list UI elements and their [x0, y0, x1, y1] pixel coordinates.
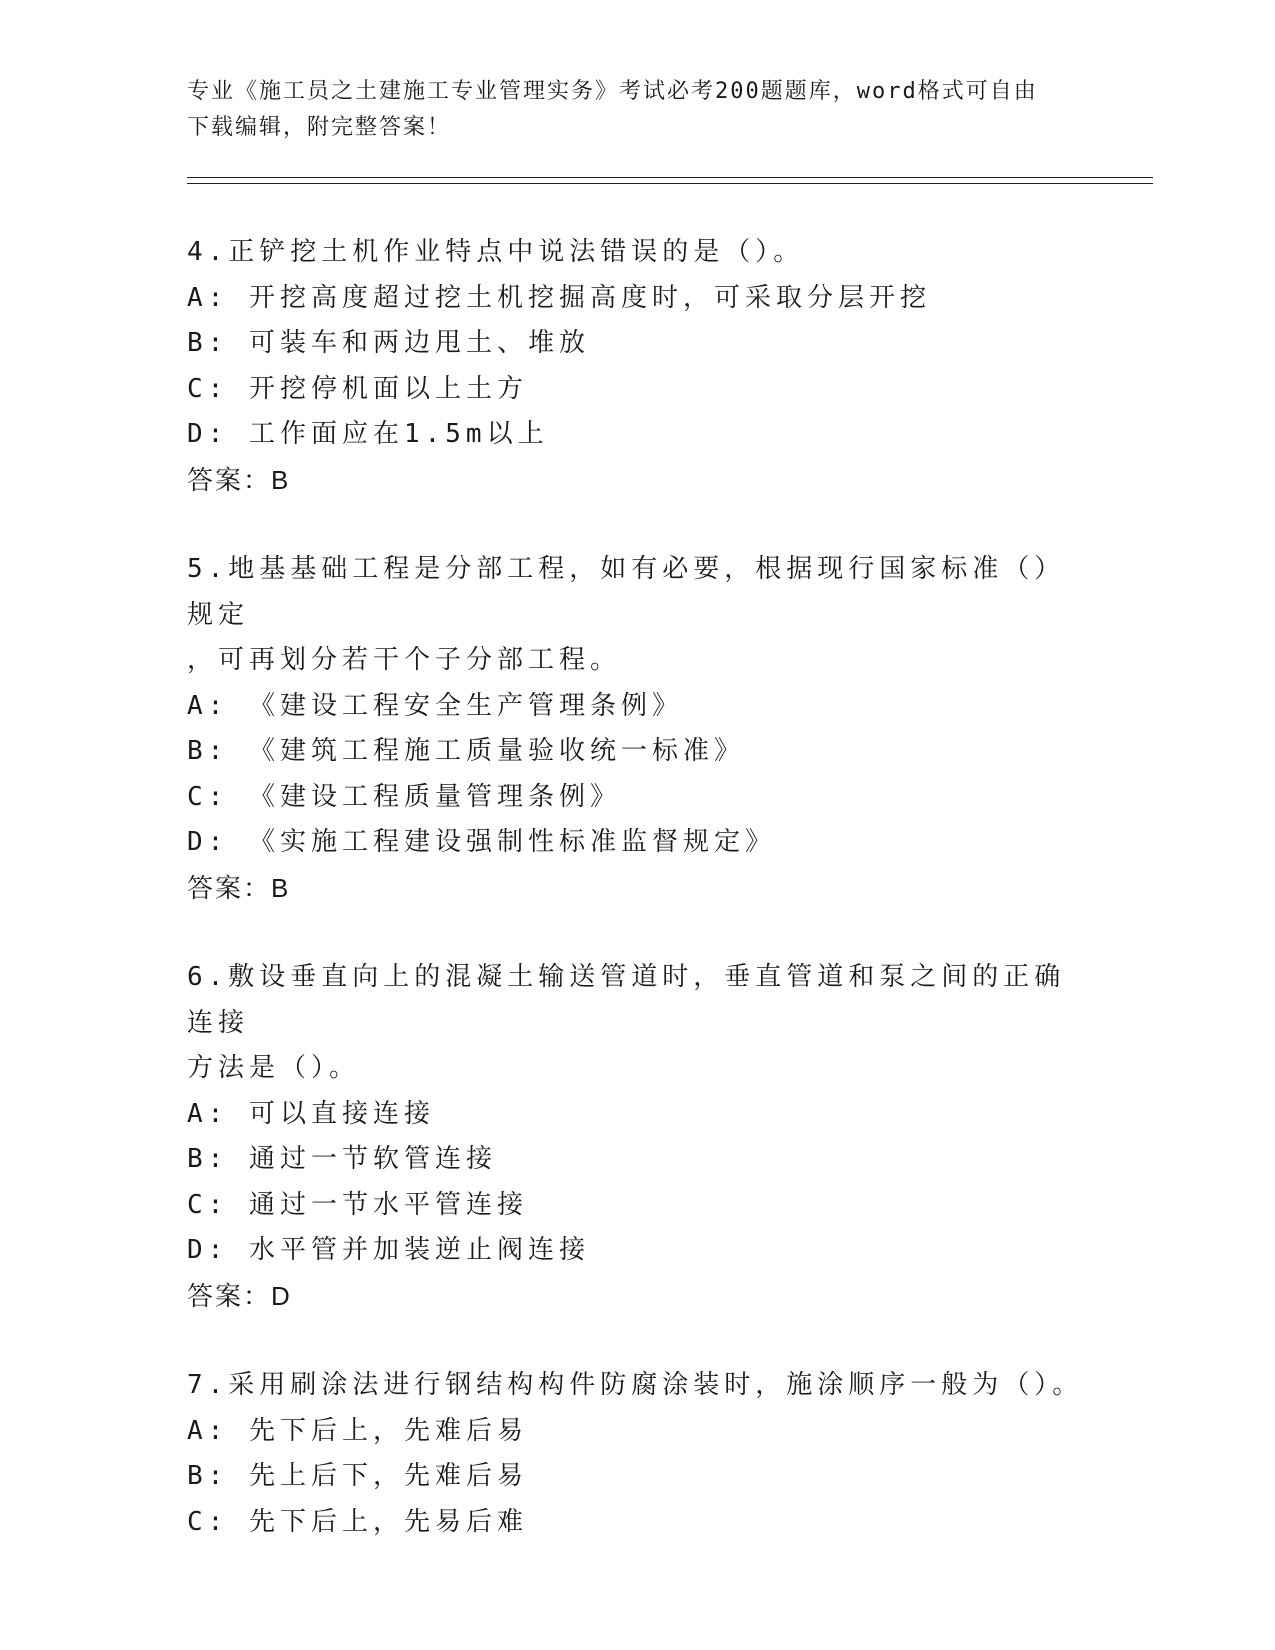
option-c: C: 先下后上，先易后难 [187, 1506, 528, 1537]
option-b: B: 先上后下，先难后易 [187, 1461, 528, 1491]
option-b: B: 《建筑工程施工质量验收统一标准》 [187, 736, 745, 766]
question-5 [187, 547, 1087, 911]
question-4 [187, 230, 1087, 503]
option-d: D: 工作面应在1.5m以上 [187, 419, 549, 449]
question-stem: 5.地基基础工程是分部工程，如有必要，根据现行国家标准（）规定 [187, 554, 1066, 630]
answer-line: 答案：B [187, 464, 291, 495]
option-a: A: 可以直接连接 [187, 1098, 435, 1129]
question-stem-continued: 方法是（）。 [187, 1053, 361, 1083]
question-stem: 6.敷设垂直向上的混凝土输送管道时，垂直管道和泵之间的正确连接 [187, 962, 1066, 1038]
option-b: B: 可装车和两边甩土、堆放 [187, 328, 590, 358]
option-a: A: 《建设工程安全生产管理条例》 [187, 690, 683, 721]
option-d: D: 水平管并加装逆止阀连接 [187, 1235, 590, 1265]
question-7 [187, 1363, 1087, 1545]
option-c: C: 开挖停机面以上土方 [187, 373, 528, 404]
question-stem: 4.正铲挖土机作业特点中说法错误的是（）。 [187, 237, 805, 267]
question-stem-continued: ，可再划分若干个子分部工程。 [187, 645, 622, 675]
option-a: A: 开挖高度超过挖土机挖掘高度时，可采取分层开挖 [187, 282, 931, 313]
option-a: A: 先下后上，先难后易 [187, 1415, 528, 1446]
answer-line: 答案：B [187, 872, 291, 903]
header-double-rule [187, 177, 1153, 184]
option-b: B: 通过一节软管连接 [187, 1144, 497, 1174]
question-stem: 7.采用刷涂法进行钢结构构件防腐涂装时，施涂顺序一般为（）。 [187, 1370, 1084, 1400]
answer-line: 答案：D [187, 1280, 292, 1311]
header-title-line-1: 专业《施工员之土建施工专业管理实务》考试必考200题题库，word格式可自由 [187, 79, 1038, 104]
option-c: C: 通过一节水平管连接 [187, 1189, 528, 1220]
document-header [187, 74, 1087, 146]
question-list [187, 230, 1087, 1589]
option-d: D: 《实施工程建设强制性标准监督规定》 [187, 827, 776, 857]
option-c: C: 《建设工程质量管理条例》 [187, 781, 621, 812]
question-6 [187, 955, 1087, 1319]
header-title-line-2: 下载编辑，附完整答案！ [187, 115, 452, 140]
